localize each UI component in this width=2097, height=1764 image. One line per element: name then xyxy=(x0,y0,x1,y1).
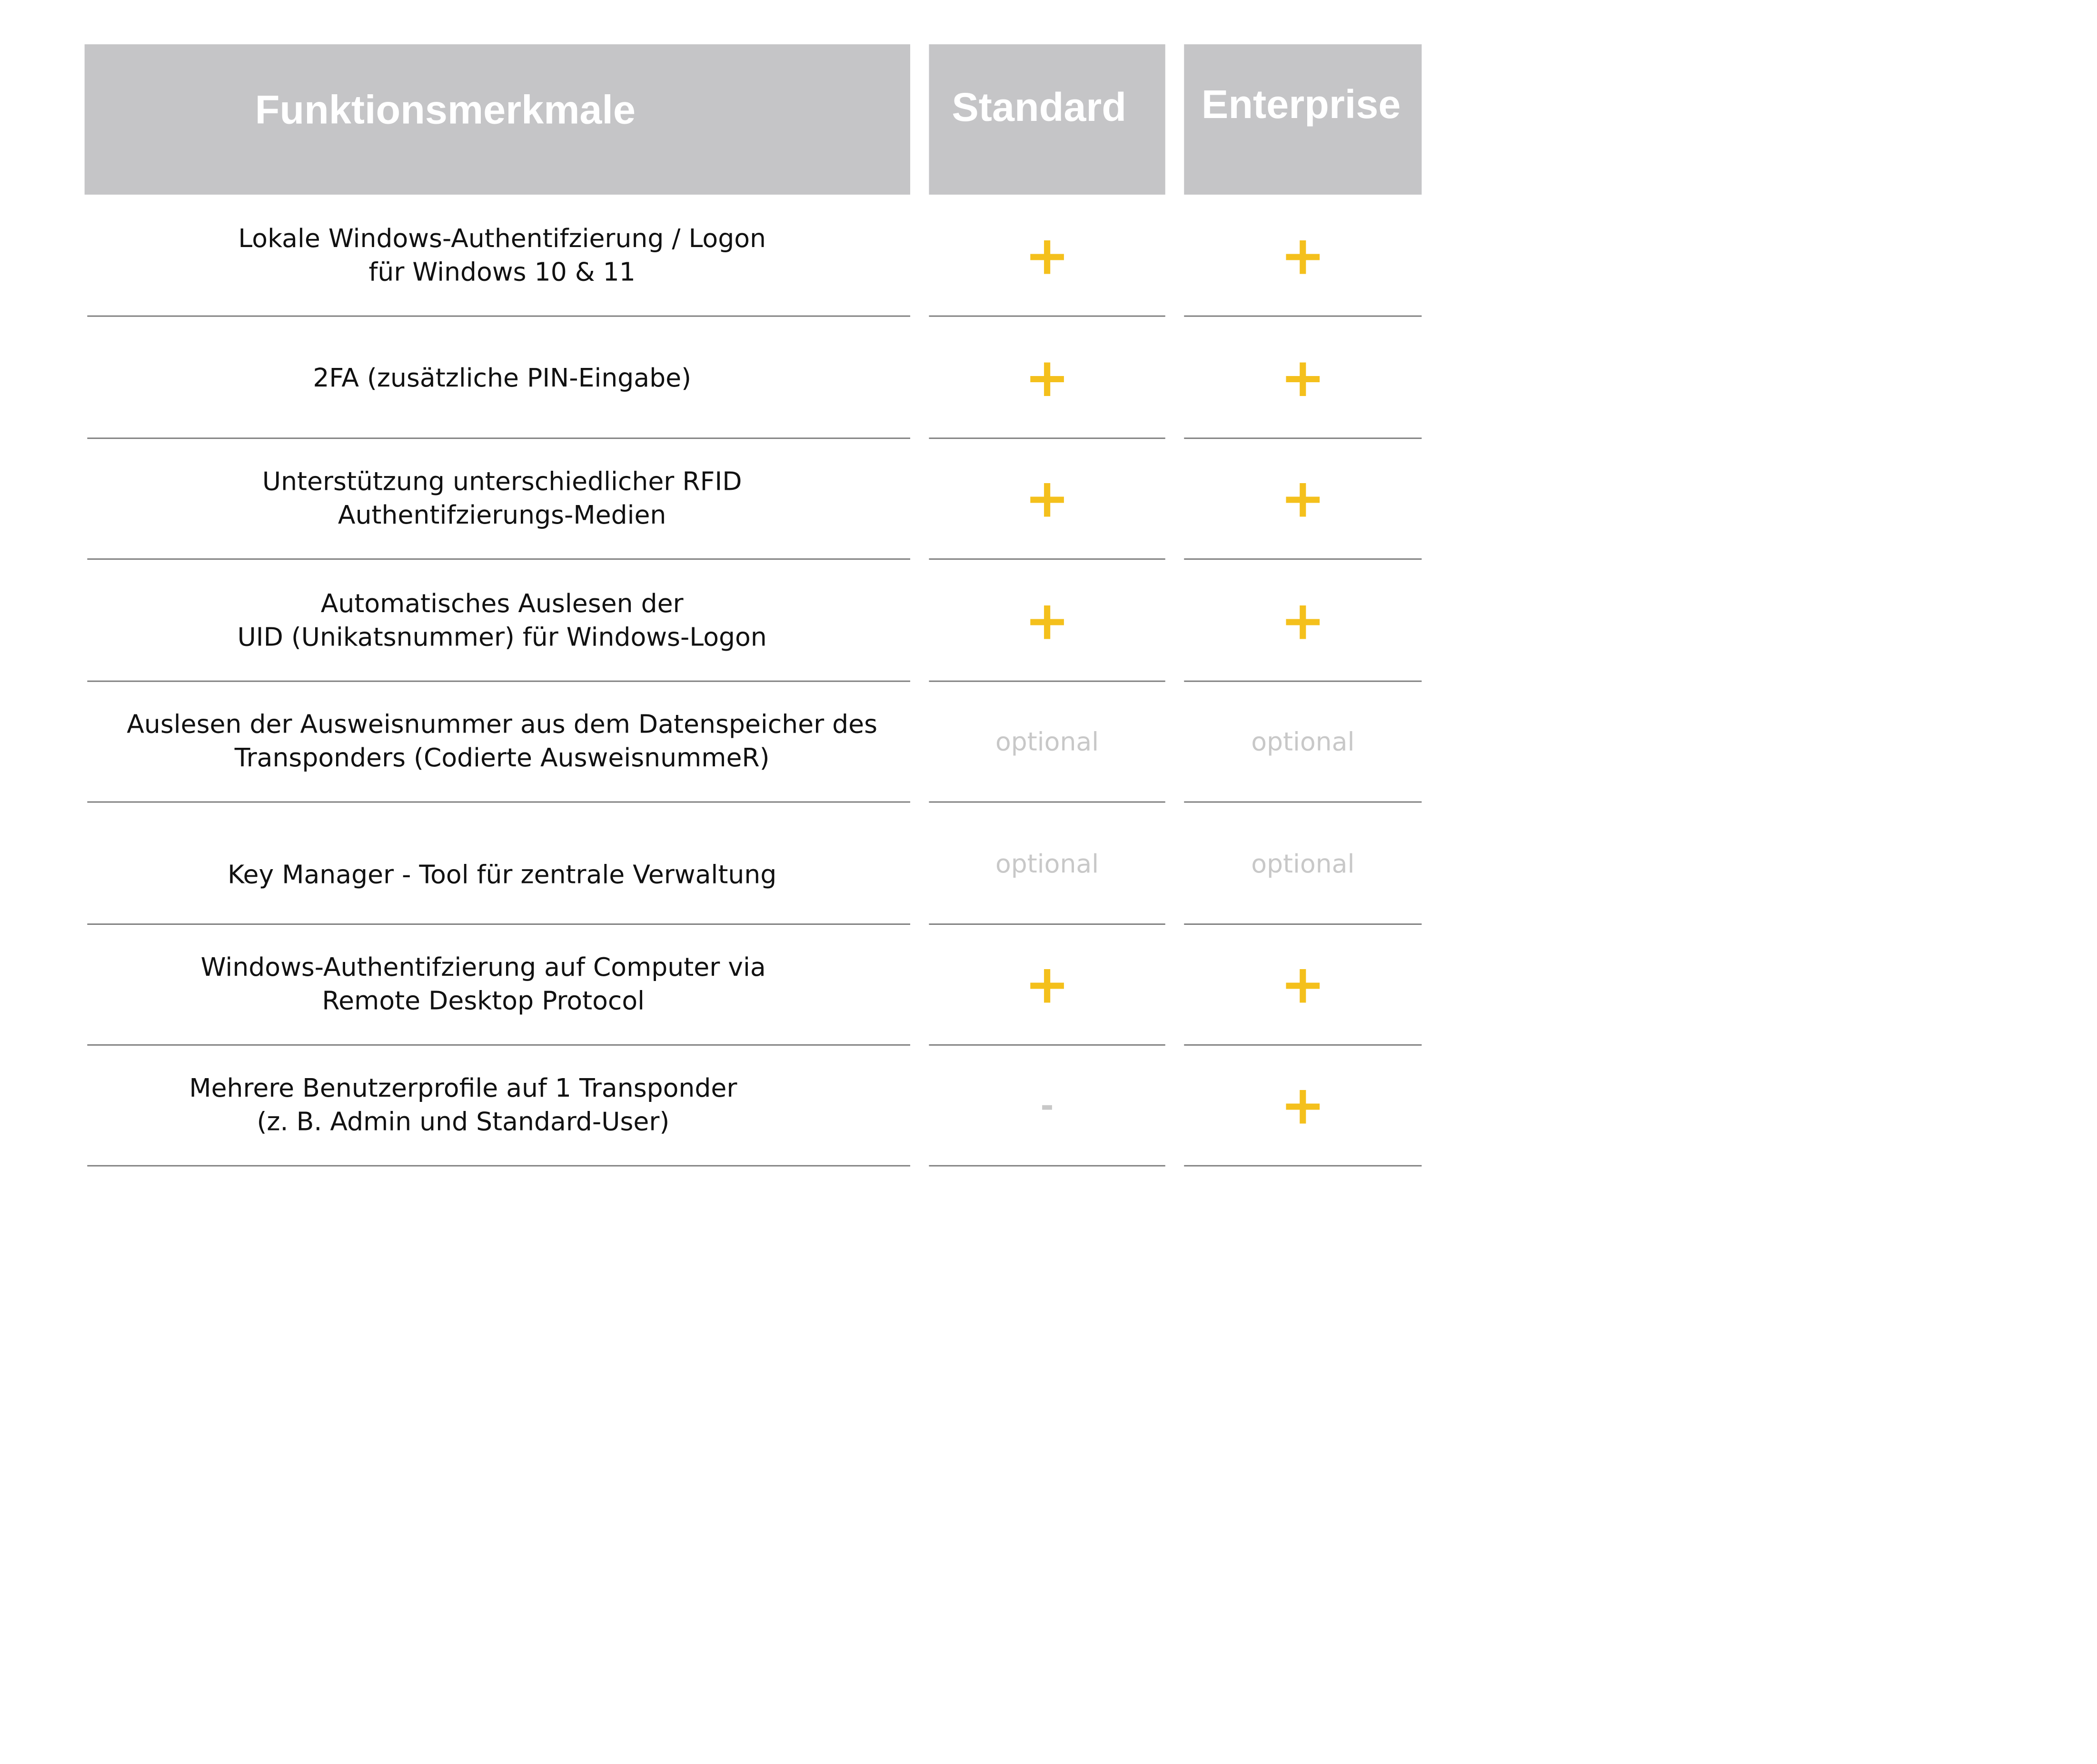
feature-cell xyxy=(86,439,918,560)
row-divider xyxy=(929,558,1165,560)
feature-text-line: Auslesen der Ausweisnummer aus dem Datenspeicher des xyxy=(127,710,878,740)
plus-icon: + xyxy=(1024,225,1070,287)
feature-cell xyxy=(86,804,918,925)
optional-label: optional xyxy=(1251,850,1355,880)
row-divider xyxy=(87,802,910,803)
dash-icon: - xyxy=(1040,1087,1054,1125)
table-row xyxy=(0,196,1477,317)
plus-icon: + xyxy=(1280,468,1326,530)
enterprise-cell xyxy=(1184,318,1421,439)
plus-icon: + xyxy=(1280,1075,1326,1137)
header-feature-label: Funktionsmerkmale xyxy=(255,89,636,133)
row-divider xyxy=(929,802,1165,803)
row-divider xyxy=(1184,1165,1421,1167)
table-row xyxy=(0,682,1477,803)
standard-cell xyxy=(929,318,1165,439)
feature-text-line: Unterstützung unterschiedlicher RFID xyxy=(262,467,742,497)
feature-cell xyxy=(86,196,918,317)
plus-icon: + xyxy=(1024,468,1070,530)
feature-text-line: Transponders (Codierte AusweisnummeR) xyxy=(234,743,770,773)
optional-label: optional xyxy=(995,850,1099,880)
row-divider xyxy=(1184,802,1421,803)
feature-text-line: (z. B. Admin und Standard-User) xyxy=(257,1107,670,1137)
row-divider xyxy=(1184,558,1421,560)
feature-text-line: Remote Desktop Protocol xyxy=(322,986,645,1016)
header-enterprise-label: Enterprise xyxy=(1201,83,1401,128)
plus-icon: + xyxy=(1024,347,1070,410)
header-enterprise-cell xyxy=(1184,44,1421,195)
feature-cell xyxy=(47,1046,879,1167)
plus-icon: + xyxy=(1024,590,1070,653)
row-divider xyxy=(929,316,1165,317)
table-row xyxy=(0,561,1477,682)
optional-label: optional xyxy=(1251,727,1355,757)
feature-cell xyxy=(86,561,918,682)
feature-text-line: Windows-Authentifzierung auf Computer via xyxy=(200,953,766,983)
header-standard-cell xyxy=(929,44,1165,195)
plus-icon: + xyxy=(1280,590,1326,653)
plus-icon: + xyxy=(1280,954,1326,1016)
standard-cell xyxy=(929,439,1165,560)
standard-cell xyxy=(929,804,1165,925)
feature-text-line: Lokale Windows-Authentifzierung / Logon xyxy=(238,224,766,254)
row-divider xyxy=(87,1165,910,1167)
feature-text-line: UID (Unikatsnummer) für Windows-Logon xyxy=(237,623,767,653)
standard-cell xyxy=(929,196,1165,317)
feature-cell xyxy=(67,925,899,1046)
enterprise-cell xyxy=(1184,196,1421,317)
enterprise-cell xyxy=(1184,682,1421,803)
row-divider xyxy=(1184,316,1421,317)
row-divider xyxy=(929,1165,1165,1167)
feature-cell xyxy=(86,318,918,439)
table-row xyxy=(0,1046,1477,1167)
table-row xyxy=(0,439,1477,560)
feature-cell xyxy=(86,682,918,803)
feature-text-line: Automatisches Auslesen der xyxy=(320,589,684,619)
standard-cell xyxy=(929,561,1165,682)
header-standard-label: Standard xyxy=(952,86,1127,130)
header-feature-cell xyxy=(85,44,910,195)
feature-text-line: 2FA (zusätzliche PIN-Eingabe) xyxy=(313,363,692,393)
enterprise-cell xyxy=(1184,925,1421,1046)
row-divider xyxy=(87,558,910,560)
table-row xyxy=(0,318,1477,439)
table-row xyxy=(0,804,1477,925)
standard-cell xyxy=(929,1046,1165,1167)
standard-cell xyxy=(929,682,1165,803)
enterprise-cell xyxy=(1184,804,1421,925)
plus-icon: + xyxy=(1024,954,1070,1016)
enterprise-cell xyxy=(1184,1046,1421,1167)
optional-label: optional xyxy=(995,727,1099,757)
table-row xyxy=(0,925,1477,1046)
feature-text-line: Key Manager - Tool für zentrale Verwaltung xyxy=(228,860,777,890)
feature-text-line: Mehrere Benutzerprofile auf 1 Transponder xyxy=(189,1074,737,1104)
enterprise-cell xyxy=(1184,439,1421,560)
enterprise-cell xyxy=(1184,561,1421,682)
row-divider xyxy=(87,316,910,317)
plus-icon: + xyxy=(1280,347,1326,410)
plus-icon: + xyxy=(1280,225,1326,287)
standard-cell xyxy=(929,925,1165,1046)
feature-text-line: Authentifzierungs-Medien xyxy=(338,500,666,530)
feature-text-line: für Windows 10 & 11 xyxy=(368,258,636,287)
